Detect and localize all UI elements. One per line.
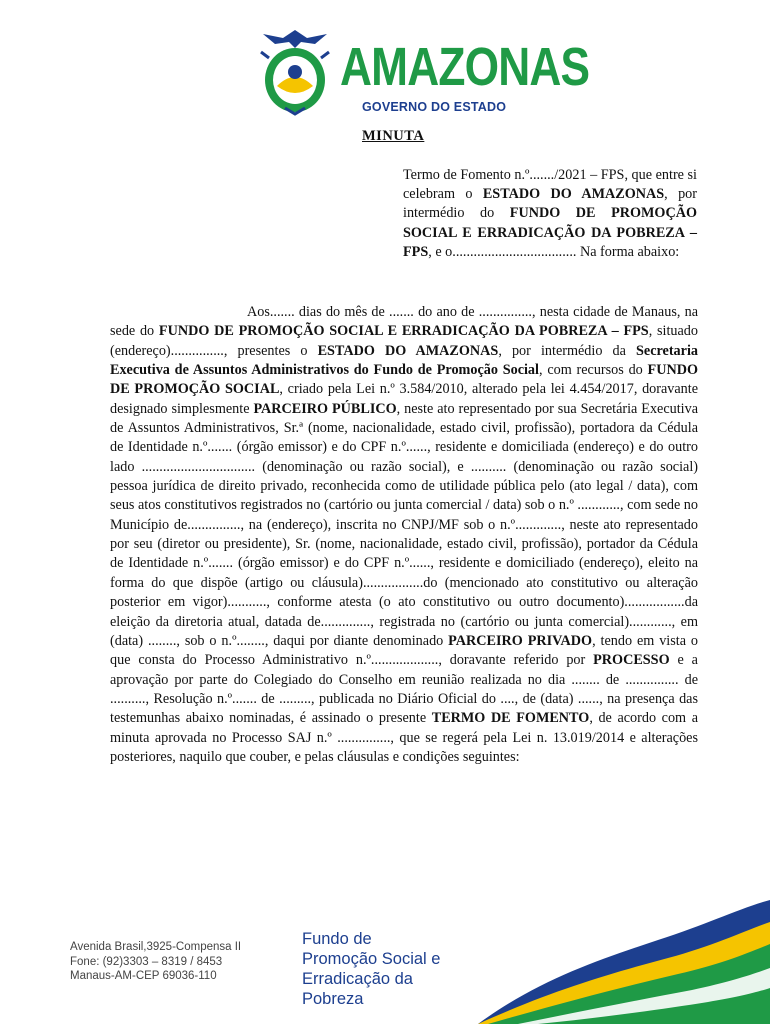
body-bold: PROCESSO [593,652,670,669]
body-bold: ESTADO DO AMAZONAS [317,342,499,359]
summary-text: Termo de Fomento n.º......./2021 – FPS, que entre si celebram o [403,167,697,203]
city-zip-line: Manaus-AM-CEP 69036-110 [70,970,217,982]
body-bold: Secretaria Executiva de Assuntos Administrativos do Fundo de Promoção Social [110,342,698,379]
summary-text: , por intermédio do [403,186,697,222]
fund-name-line: Promoção Social e [302,950,441,968]
body-text: , criado pela Lei n.º 3.584/2010, alterado pela lei 4.454/2017, doravante designado simplesmente [110,381,698,417]
summary-block [403,166,697,262]
summary-bold: FUNDO DE PROMOÇÃO SOCIAL E ERRADICAÇÃO DA POBREZA – FPS [403,205,697,260]
body-text: , situado (endereço)..............., presentes o [110,323,698,359]
body-bold: PARCEIRO PRIVADO [448,632,593,649]
letterhead [0,0,770,120]
footer-fund-name [302,929,441,1009]
body-text: , tendo em vista o que consta do Processo Administrativo n.º..................., doravante referido por [110,632,698,669]
body-paragraph [110,303,698,767]
address-line: Avenida Brasil,3925-Compensa II [70,941,242,953]
document-title: MINUTA [362,128,425,144]
brand-title: AMAZONAS [340,37,590,97]
fund-name-line: Pobreza [302,990,364,1008]
body-bold: FUNDO DE PROMOÇÃO SOCIAL [110,362,698,398]
body-bold: PARCEIRO PÚBLICO [253,400,397,417]
state-coat-of-arms-icon [255,28,335,116]
summary-bold: ESTADO DO AMAZONAS [482,186,665,203]
body-bold: FUNDO DE PROMOÇÃO SOCIAL E ERRADICAÇÃO DA POBREZA – FPS [158,323,649,340]
decorative-waves-icon [478,900,770,1024]
summary-text: , e o................................... Na forma abaixo: [428,243,680,260]
fund-name-line: Fundo de [302,930,372,948]
fund-name-line: Erradicação da [302,970,413,988]
body-bold: TERMO DE FOMENTO [431,710,590,727]
body-text: Aos....... dias do mês de ....... do ano de ..............., nesta cidade de Manaus, na sede do [110,304,698,340]
body-text: , por intermédio da [498,342,637,359]
phone-line: Fone: (92)3303 – 8319 / 8453 [70,955,223,968]
body-text: , de acordo com a minuta aprovada no Processo SAJ n.º ..............., que se regerá pela Lei n. 13.019/2014 e alterações posteriores, naquilo que couber, e pelas cláusulas e condições seguintes: [110,710,699,765]
body-text: , com recursos do [538,362,648,379]
body-text: e a aprovação por parte do Colegiado do Conselho em reunião realizada no dia ........ de ............... de .........., Resolução n.º....... de ........., publicada no Diário Oficial do ...., de (data) ......, na presença das testemunhas abaixo nominadas, é assinado o presente [110,652,698,727]
brand-subtitle: GOVERNO DO ESTADO [362,100,507,114]
body-text: , neste ato representado por sua Secretária Executiva de Assuntos Administrativos, Sr.ª (nome, nacionalidade, estado civil, profissão), portadora da Cédula de Identidade n.º....... (órgão emissor) e do CPF n.º......, residente e domiciliada (endereço) e do outro lado ................................ (denominação ou razão social), e .......... (denominação ou razão social) pessoa jurídica de direito privado, reconhecida como de utilidade pública pelo (ato legal / data), com seus atos constitutivos registrados no (cartório ou junta comercial / data) sob o n.º ............, com sede no Município de..............., na (endereço), inscrita no CNPJ/MF sob o n.º............., neste ato representado por seu (diretor ou presidente), Sr. (nome, nacionalidade, estado civil, profissão), portador da Cédula de Identidade n.º....... (órgão emissor) e do CPF n.º......, residente e domiciliado (endereço), eleito na forma do que dispõe (artigo ou cláusula).................do (mencionado ato constitutivo ou alteração posterior em vigor)..........., conforme atesta (o ato constitutivo ou outro documento).................da eleição da diretoria atual, datada de.............., registrada no (cartório ou junta comercial)............, em (data) ........, sob o n.º........, daqui por diante denominado [110,400,698,649]
footer-address [70,940,241,984]
